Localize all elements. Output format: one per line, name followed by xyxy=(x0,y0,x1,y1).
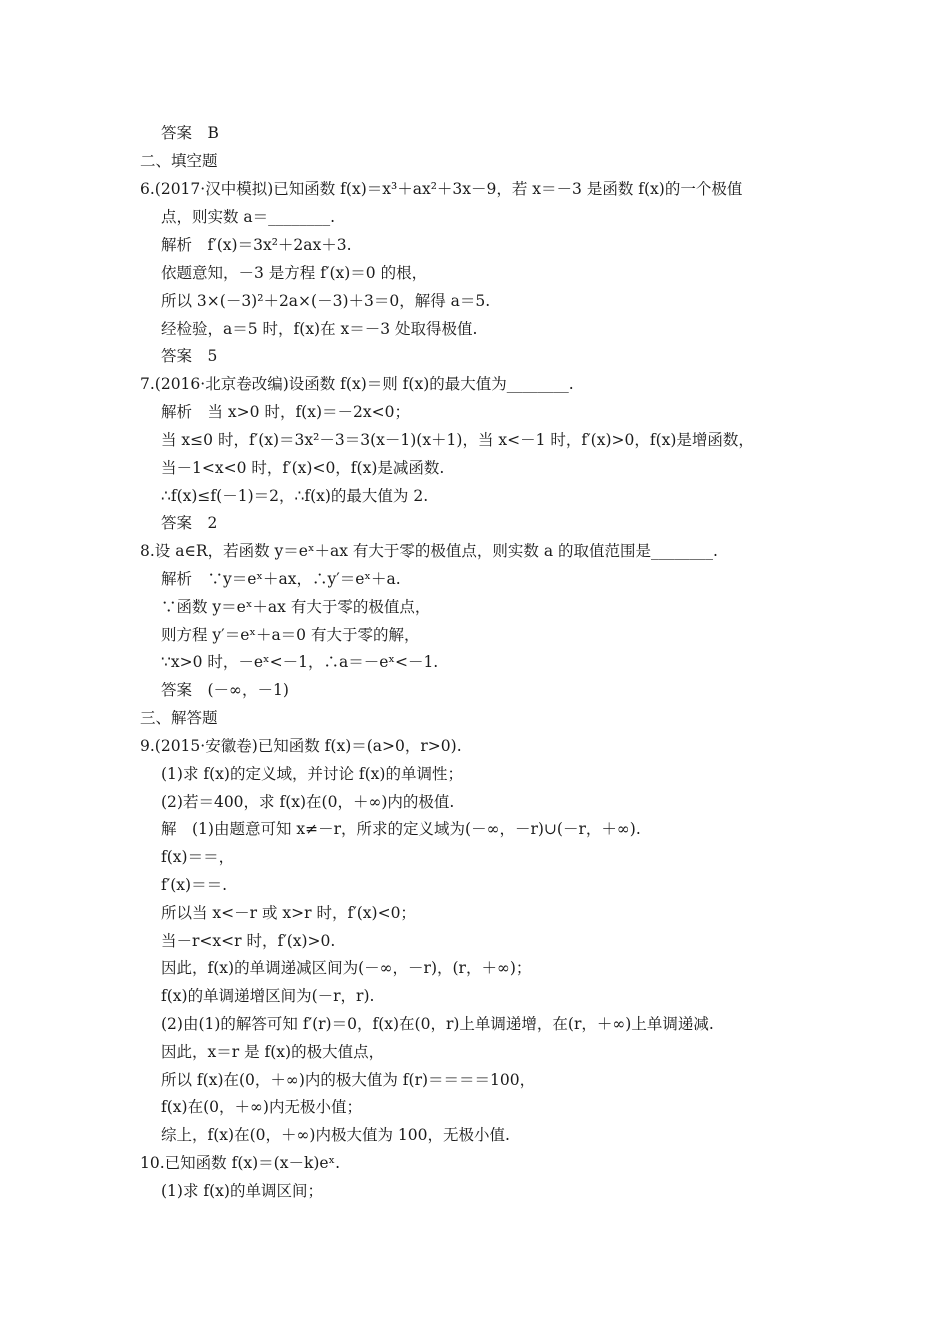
analysis-8-line: ∵x>0 时，－eˣ<－1，∴a＝－eˣ<－1. xyxy=(161,653,439,671)
question-6-cont: 点，则实数 a＝________. xyxy=(161,208,336,226)
solution-9-line: f(x)＝＝， xyxy=(161,848,235,866)
analysis-8: 解析 ∵y＝eˣ＋ax，∴y′＝eˣ＋a. xyxy=(161,570,401,588)
solution-9-line: f′(x)＝＝. xyxy=(161,876,228,894)
solution-9-line: f(x)的单调递增区间为(－r，r). xyxy=(161,987,375,1005)
solution-9: 解 (1)由题意可知 x≠－r，所求的定义域为(－∞，－r)∪(－r，＋∞). xyxy=(161,820,641,838)
analysis-6-line: 依题意知，－3 是方程 f′(x)＝0 的根， xyxy=(161,264,428,282)
solution-9-line: 因此，x＝r 是 f(x)的极大值点， xyxy=(161,1043,385,1061)
analysis-7-line: 当－1<x<0 时，f′(x)<0，f(x)是减函数. xyxy=(161,459,445,477)
question-9: 9.(2015·安徽卷)已知函数 f(x)＝(a>0，r>0). xyxy=(140,737,462,755)
solution-9-line: 当－r<x<r 时，f′(x)>0. xyxy=(161,932,336,950)
solution-9-line: 因此，f(x)的单调递减区间为(－∞，－r)，(r，＋∞)； xyxy=(161,959,532,977)
question-9-part1: (1)求 f(x)的定义域，并讨论 f(x)的单调性； xyxy=(161,765,463,783)
question-8: 8.设 a∈R，若函数 y＝eˣ＋ax 有大于零的极值点，则实数 a 的取值范围是________. xyxy=(140,542,718,560)
solution-9-line: 所以当 x<－r 或 x>r 时，f′(x)<0； xyxy=(161,904,416,922)
analysis-7: 解析 当 x>0 时，f(x)＝－2x<0； xyxy=(161,403,410,421)
answer-7: 答案 2 xyxy=(161,514,218,532)
question-10: 10.已知函数 f(x)＝(x－k)eˣ. xyxy=(140,1154,341,1172)
question-7: 7.(2016·北京卷改编)设函数 f(x)＝则 f(x)的最大值为________. xyxy=(140,375,574,393)
analysis-6: 解析 f′(x)＝3x²＋2ax＋3. xyxy=(161,236,352,254)
analysis-6-line: 所以 3×(－3)²＋2a×(－3)＋3＝0，解得 a＝5. xyxy=(161,292,491,310)
solution-9-line: 所以 f(x)在(0，＋∞)内的极大值为 f(r)＝＝＝＝100， xyxy=(161,1071,536,1089)
answer-8: 答案 (－∞，－1) xyxy=(161,681,289,699)
question-10-part1: (1)求 f(x)的单调区间； xyxy=(161,1182,323,1200)
analysis-8-line: ∵函数 y＝eˣ＋ax 有大于零的极值点， xyxy=(161,598,431,616)
answer-6: 答案 5 xyxy=(161,347,218,365)
analysis-8-line: 则方程 y′＝eˣ＋a＝0 有大于零的解， xyxy=(161,626,420,644)
analysis-7-line: 当 x≤0 时，f′(x)＝3x²－3＝3(x－1)(x＋1)，当 x<－1 时，f′(x)>0，f(x)是增函数， xyxy=(161,431,754,449)
answer-5: 答案 B xyxy=(161,124,219,142)
solution-9-line: f(x)在(0，＋∞)内无极小值； xyxy=(161,1098,362,1116)
question-9-part2: (2)若＝400，求 f(x)在(0，＋∞)内的极值. xyxy=(161,793,455,811)
analysis-7-line: ∴f(x)≤f(－1)＝2，∴f(x)的最大值为 2. xyxy=(161,487,429,505)
question-6: 6.(2017·汉中模拟)已知函数 f(x)＝x³＋ax²＋3x－9，若 x＝－3 是函数 f(x)的一个极值 xyxy=(140,180,743,198)
solution-9-line: (2)由(1)的解答可知 f′(r)＝0，f(x)在(0，r)上单调递增，在(r，＋∞)上单调递减. xyxy=(161,1015,714,1033)
solution-9-line: 综上，f(x)在(0，＋∞)内极大值为 100，无极小值. xyxy=(161,1126,510,1144)
analysis-6-line: 经检验，a＝5 时，f(x)在 x＝－3 处取得极值. xyxy=(161,320,478,338)
section-solutions: 三、解答题 xyxy=(140,709,218,727)
section-fill-in: 二、填空题 xyxy=(140,152,218,170)
